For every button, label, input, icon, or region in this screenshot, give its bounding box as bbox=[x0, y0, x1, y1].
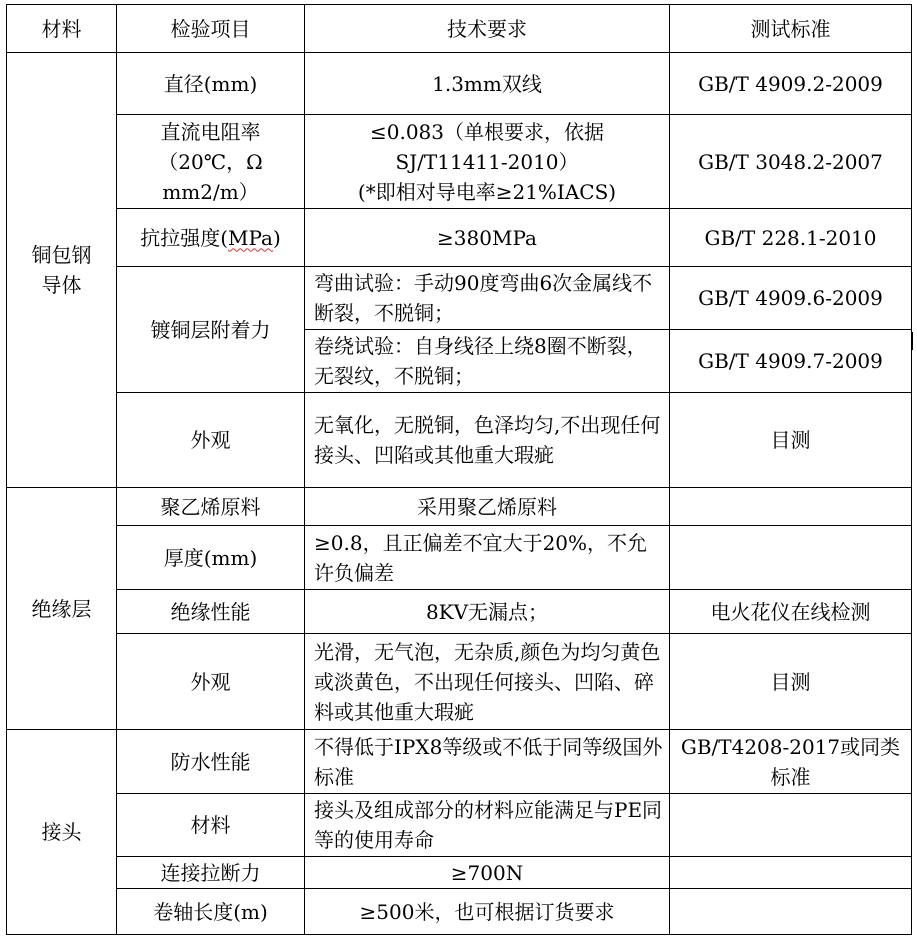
cell-standard: GB/T 3048.2-2007 bbox=[670, 115, 912, 209]
cell-requirement: 采用聚乙烯原料 bbox=[305, 488, 670, 526]
cell-item: 防水性能 bbox=[117, 730, 305, 794]
cell-standard: 目测 bbox=[670, 634, 912, 730]
section-joint: 接头 bbox=[7, 730, 117, 935]
cell-requirement: ≥0.8，且正偏差不宜大于20%，不允许负偏差 bbox=[305, 526, 670, 590]
table-row bbox=[7, 634, 912, 730]
cell-item: 材料 bbox=[117, 794, 305, 857]
section-insulation: 绝缘层 bbox=[7, 488, 117, 730]
cell-standard: 目测 bbox=[670, 393, 912, 488]
table-row bbox=[7, 889, 912, 935]
text-cursor bbox=[912, 332, 913, 350]
cell-requirement: 8KV无漏点； bbox=[305, 590, 670, 634]
cell-requirement: 光滑，无气泡，无杂质,颜色为均匀黄色或淡黄色，不出现任何接头、凹陷、碎料或其他重大瑕疵 bbox=[305, 634, 670, 730]
header-row bbox=[7, 5, 912, 53]
table-row bbox=[7, 590, 912, 634]
cell-standard: GB/T 4909.6-2009 bbox=[670, 267, 912, 330]
cell-standard bbox=[670, 488, 912, 526]
cell-item: 外观 bbox=[117, 634, 305, 730]
cell-requirement: ≥700N bbox=[305, 857, 670, 889]
table-row bbox=[7, 393, 912, 488]
spec-table bbox=[6, 4, 912, 935]
cell-item: 连接拉断力 bbox=[117, 857, 305, 889]
cell-requirement: 不得低于IPX8等级或不低于同等级国外标准 bbox=[305, 730, 670, 794]
cell-standard bbox=[670, 857, 912, 889]
table-row bbox=[7, 267, 912, 330]
cell-standard: 电火花仪在线检测 bbox=[670, 590, 912, 634]
cell-requirement: 1.3mm双线 bbox=[305, 53, 670, 115]
cell-item: 直径(mm) bbox=[117, 53, 305, 115]
table-row bbox=[7, 209, 912, 267]
cell-requirement: 接头及组成部分的材料应能满足与PE同等的使用寿命 bbox=[305, 794, 670, 857]
cell-standard: GB/T 228.1-2010 bbox=[670, 209, 912, 267]
cell-item: 抗拉强度(MPa) bbox=[117, 209, 305, 267]
table-row bbox=[7, 730, 912, 794]
table-row bbox=[7, 488, 912, 526]
cell-standard bbox=[670, 526, 912, 590]
cell-requirement: 弯曲试验：手动90度弯曲6次金属线不断裂，不脱铜； bbox=[305, 267, 670, 330]
cell-requirement: 无氧化，无脱铜，色泽均匀,不出现任何接头、凹陷或其他重大瑕疵 bbox=[305, 393, 670, 488]
cell-requirement: 卷绕试验：自身线径上绕8圈不断裂，无裂纹，不脱铜； bbox=[305, 330, 670, 393]
cell-item: 厚度(mm) bbox=[117, 526, 305, 590]
cell-requirement: ≤0.083（单根要求，依据 SJ/T11411-2010） (*即相对导电率≥21%IACS) bbox=[305, 115, 670, 209]
cell-standard: GB/T 4909.2-2009 bbox=[670, 53, 912, 115]
cell-item: 直流电阻率 （20℃，Ω mm2/m） bbox=[117, 115, 305, 209]
cell-item: 聚乙烯原料 bbox=[117, 488, 305, 526]
header-material: 材料 bbox=[7, 5, 117, 53]
table-row bbox=[7, 53, 912, 115]
header-item: 检验项目 bbox=[117, 5, 305, 53]
cell-item: 卷轴长度(m) bbox=[117, 889, 305, 935]
section-conductor: 铜包钢导体 bbox=[7, 53, 117, 488]
table-row bbox=[7, 115, 912, 209]
cell-item: 绝缘性能 bbox=[117, 590, 305, 634]
header-standard: 测试标准 bbox=[670, 5, 912, 53]
cell-standard bbox=[670, 889, 912, 935]
cell-item: 镀铜层附着力 bbox=[117, 267, 305, 393]
cell-requirement: ≥380MPa bbox=[305, 209, 670, 267]
cell-item: 外观 bbox=[117, 393, 305, 488]
table-row bbox=[7, 857, 912, 889]
cell-standard: GB/T 4909.7-2009 bbox=[670, 330, 912, 393]
cell-standard: GB/T4208-2017或同类标准 bbox=[670, 730, 912, 794]
table-row bbox=[7, 526, 912, 590]
header-requirement: 技术要求 bbox=[305, 5, 670, 53]
table-row bbox=[7, 794, 912, 857]
cell-requirement: ≥500米，也可根据订货要求 bbox=[305, 889, 670, 935]
cell-standard bbox=[670, 794, 912, 857]
